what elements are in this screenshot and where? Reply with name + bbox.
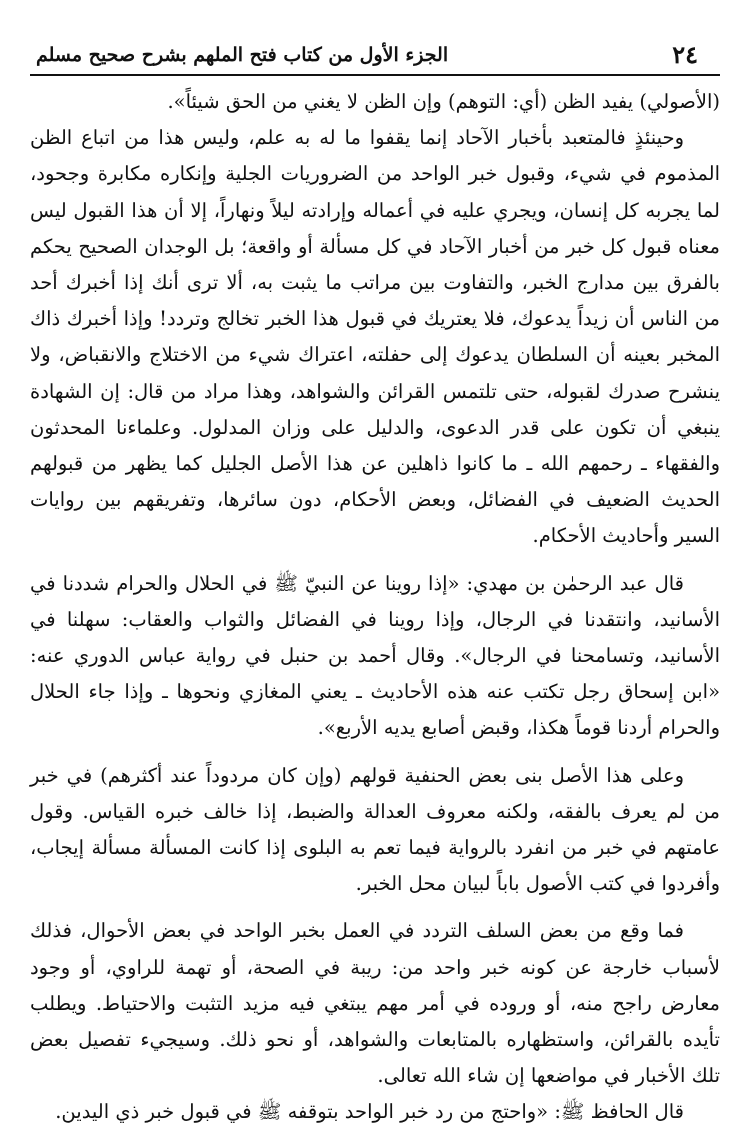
paragraph-4: وعلى هذا الأصل بنى بعض الحنفية قولهم (وإن كان مردوداً عند أكثرهم) في خبر من لم يعرف بالفقه، ولكنه معروف العدالة والضبط، إذا خالف خبره القياس. وقول عامتهم في خبر من انفرد بالرواية فيما تعم به البلوى إذا كانت المسألة مسألة إيجاب، وأفردوا في كتب الأصول باباً لبيان محل الخبر. <box>30 763 720 896</box>
paragraph-1: (الأصولي) يفيد الظن (أي: التوهم) وإن الظن لا يغني من الحق شيئاً». <box>167 90 720 113</box>
page-number: ٢٤ <box>672 40 698 69</box>
paragraph-5: فما وقع من بعض السلف التردد في العمل بخبر الواحد في بعض الأحوال، فذلك لأسباب خارجة عن كونه خبر واحد من: ريبة في الصحة، أو تهمة للراوي، أو وجود معارض راجح منه، أو وروده في أمر مهم يبتغي فيه مزيد التثبت والاحتياط. ويطلب تأيده بالقرائن، واستظهاره بالمتابعات والشواهد، أو نحو ذلك. وسيجيء تفصيل بعض تلك الأخبار في مواضعها إن شاء الله تعالى. <box>30 919 720 1088</box>
page-body <box>30 84 720 1124</box>
paragraph-3: قال عبد الرحمٰن بن مهدي: «إذا روينا عن النبيّ ﷺ في الحلال والحرام شددنا في الأسانيد، وانتقدنا في الرجال، وإذا روينا في الفضائل والثواب والعقاب: سهلنا في الأسانيد، وتسامحنا في الرجال». وقال أحمد بن حنبل في رواية عباس الدوري عنه: «ابن إسحاق رجل تكتب عنه هذه الأحاديث ـ يعني المغازي ونحوها ـ وإذا جاء الحلال والحرام أردنا قوماً هكذا، وقبض أصابع يديه الأربع». <box>30 571 720 740</box>
page-header <box>30 38 720 76</box>
running-title: الجزء الأول من كتاب فتح الملهم بشرح صحيح مسلم <box>36 44 449 66</box>
paragraph-2: وحينئذٍ فالمتعبد بأخبار الآحاد إنما يقفوا ما له به علم، وليس هذا من اتباع الظن المذموم في شيء، وقبول خبر الواحد من الضروريات الجلية وإنكاره مكابرة وجحود، لما يجربه كل إنسان، ويجري عليه في أعماله وإرادته ليلاً ونهاراً، إلا أن هذا القبول ليس معناه قبول كل خبر من أخبار الآحاد في كل مسألة أو واقعة؛ بل الوجدان الصحيح يحكم بالفرق بين مدارج الخبر، والتفاوت بين مراتب ما يثبت به، ألا ترى أنك إذا أخبرك أحد من الناس أن زيداً يدعوك، فلا يعتريك في قبول هذا الخبر تخالج وتردد! وإذا أخبرك ذاك المخبر بعينه أن السلطان يدعوك إلى حفلته، اعتراك شيء من الاختلاج والانقباض، ولا ينشرح صدرك لقبوله، حتى تلتمس القرائن والشواهد، وهذا مراد من قال: إن الشهادة ينبغي أن تكون على قدر الدعوى، والدليل على وزان المدلول. وعلماءنا المحدثون والفقهاء ـ رحمهم الله ـ ما كانوا ذاهلين عن هذا الأصل الجليل كما يظهر من قبولهم الحديث الضعيف في الفضائل، وبعض الأحكام، دون سائرها، وتفريقهم بين روايات السير وأحاديث الأحكام. <box>30 126 720 548</box>
paragraph-6: قال الحافظ ﷺ: «واحتج من رد خبر الواحد بتوقفه ﷺ في قبول خبر ذي اليدين. <box>55 1100 684 1124</box>
